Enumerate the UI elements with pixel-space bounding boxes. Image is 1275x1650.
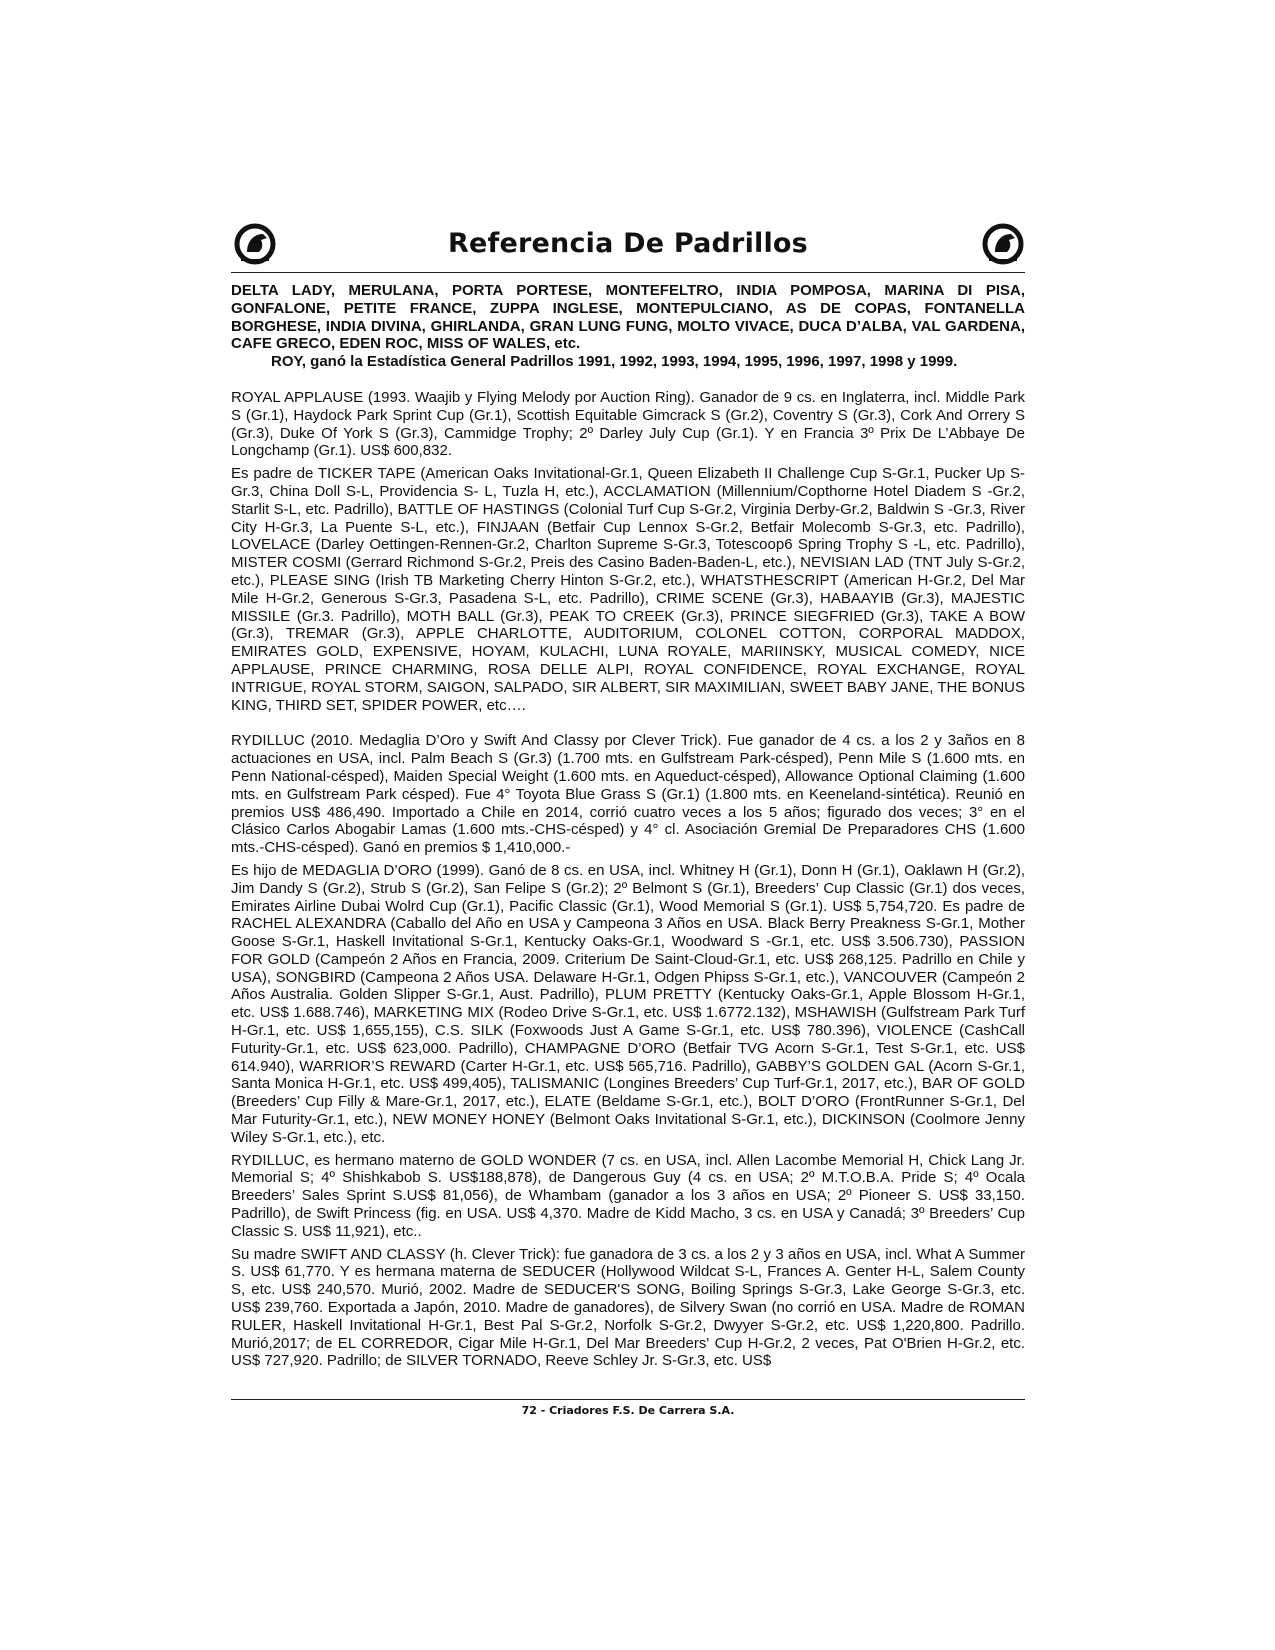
rydilluc-sire: Es hijo de MEDAGLIA D’ORO (1999). Ganó de 8 cs. en USA, incl. Whitney H (Gr.1), Donn H (Gr.1), Oaklawn H (Gr.2), Jim Dandy S (Gr.2), Strub S (Gr.2), San Felipe S (Gr.2); 2º Belmont S (Gr.1), Breeders’ Cup Classic (Gr.1) dos veces, Emirates Airline Dubai Wolrd Cup (Gr.1), Pacific Classic (Gr.1), Wood Memorial S (Gr.1). US$ 5,754,720. Es padre de RACHEL ALEXANDRA (Caballo del Año en USA y Campeona 3 Años en USA. Black Berry Preakness S-Gr.1, Mother Goose S-Gr.1, Haskell Invitational S-Gr.1, Kentucky Oaks-Gr.1, Woodward S -Gr.1, etc. US$ 3.506.730), PASSION FOR GOLD (Campeón 2 Años en Francia, 2009. Criterium De Saint-Cloud-Gr.1, etc. US$ 268,125. Padrillo en Chile y USA), SONGBIRD (Campeona 2 Años USA. Delaware H-Gr.1, Odgen Phipss S-Gr.1, etc.), VANCOUVER (Campeón 2 Años Australia. Golden Slipper S-Gr.1, Aust. Padrillo), PLUM PRETTY (Kentucky Oaks-Gr.1, Apple Blossom H-Gr.1, etc. US$ 1.688.746), MARKETING MIX (Rodeo Drive S-Gr.1, etc. US$ 1.6772.132), MSHAWISH (Gulfstream Park Turf H-Gr.1, etc. US$ 1,655,155), C.S. SILK (Foxwoods Just A Game S-Gr.1, etc. US$ 780.396), VIOLENCE (CashCall Futurity-Gr.1, etc. US$ 623,000. Padrillo), CHAMPAGNE D’ORO (Betfair TVG Acorn S-Gr.1, Test S-Gr.1, etc. US$ 614.940), WARRIOR’S REWARD (Carter H-Gr.1, etc. US$ 565,716. Padrillo), GABBY’S GOLDEN GAL (Acorn S-Gr.1, Santa Monica H-Gr.1, etc. US$ 499,405), TALISMANIC (Longines Breeders’ Cup Turf-Gr.1, 2017, etc.), BAR OF GOLD (Breeders’ Cup Filly & Mare-Gr.1, 2017, etc.), ELATE (Beldame S-Gr.1, etc.), BOLT D’ORO (FrontRunner S-Gr.1, Del Mar Futurity-Gr.1, etc.), NEW MONEY HONEY (Belmont Oaks Invitational S-Gr.1, etc.), DICKINSON (Coolmore Jenny Wiley S-Gr.1, etc.), etc. — [231, 861, 1025, 1146]
rydilluc-siblings: RYDILLUC, es hermano materno de GOLD WONDER (7 cs. en USA, incl. Allen Lacombe Memorial H, Chick Lang Jr. Memorial S; 4º Shishkabob S. US$188,878), de Dangerous Guy (4 cs. en USA; 2º M.T.O.B.A. Pride S; 4º Ocala Breeders’ Sales Sprint S.US$ 81,056), de Whambam (ganador a los 3 años en USA; 2º Pioneer S. US$ 33,150. Padrillo), de Swift Princess (fig. en USA. US$ 4,370. Madre de Kidd Macho, 3 cs. en USA y Canadá; 3º Breeders’ Cup Classic S. US$ 11,921), etc.. — [231, 1151, 1025, 1240]
footer-divider — [231, 1399, 1025, 1400]
horse-head-emblem-icon — [981, 222, 1025, 266]
intro-paragraph: DELTA LADY, MERULANA, PORTA PORTESE, MONTEFELTRO, INDIA POMPOSA, MARINA DI PISA, GONFALONE, PETITE FRANCE, ZUPPA INGLESE, MONTEPULCIANO, AS DE COPAS, FONTANELLA BORGHESE, INDIA DIVINA, GHIRLANDA, GRAN LUNG FUNG, MOLTO VIVACE, DUCA D’ALBA, VAL GARDENA, CAFE GRECO, EDEN ROC, MISS OF WALES, etc. — [231, 282, 1025, 353]
roy-statistics-line: ROY, ganó la Estadística General Padrillos 1991, 1992, 1993, 1994, 1995, 1996, 1997, 1998 y 1999. — [271, 353, 958, 371]
royal-applause-description: ROYAL APPLAUSE (1993. Waajib y Flying Melody por Auction Ring). Ganador de 9 cs. en Inglaterra, incl. Middle Park S (Gr.1), Haydock Park Sprint Cup (Gr.1), Scottish Equitable Gimcrack S (Gr.2), Coventry S (Gr.3), Cork And Orrery S (Gr.3), Duke Of York S (Gr.3), Cammidge Trophy; 2º Darley July Cup (Gr.1). Y en Francia 3º Prix De L’Abbaye De Longchamp (Gr.1). US$ 600,832. — [231, 388, 1025, 460]
page-header — [231, 222, 1025, 273]
page-footer: 72 - Criadores F.S. De Carrera S.A. — [521, 1404, 735, 1417]
royal-applause-offspring: Es padre de TICKER TAPE (American Oaks Invitational-Gr.1, Queen Elizabeth II Challenge Cup S-Gr.1, Pucker Up S-Gr.3, China Doll S-L, Providencia S- L, Tuzla H, etc.), ACCLAMATION (Millennium/Copthorne Hotel Diadem S -Gr.2, Starlit S-L, etc. Padrillo), BATTLE OF HASTINGS (Colonial Turf Cup S-Gr.2, Virginia Derby-Gr.2, Baldwin S -Gr.3, River City H-Gr.3, La Puente S-L, etc.), FINJAAN (Betfair Cup Lennox S-Gr.2, Betfair Molecomb S-Gr.3, etc. Padrillo), LOVELACE (Darley Oettingen-Rennen-Gr.2, Charlton Supreme S-Gr.3, Totescoop6 Spring Trophy S -L, etc. Padrillo), MISTER COSMI (Gerrard Richmond S-Gr.2, Preis des Casino Baden-Baden-L, etc.), NEVISIAN LAD (TNT July S-Gr.2, etc.), PLEASE SING (Irish TB Marketing Cherry Hinton S-Gr.2, etc.), WHATSTHESCRIPT (American H-Gr.2, Del Mar Mile H-Gr.2, Generous S-Gr.3, Pasadena S-L, etc. Padrillo), CRIME SCENE (Gr.3), HABAAYIB (Gr.3), MAJESTIC MISSILE (Gr.3. Padrillo), MOTH BALL (Gr.3), PEAK TO CREEK (Gr.3), PRINCE SIEGFRIED (Gr.3), TAKE A BOW (Gr.3), TREMAR (Gr.3), APPLE CHARLOTTE, AUDITORIUM, COLONEL COTTON, CORPORAL MADDOX, EMIRATES GOLD, EXPENSIVE, HOYAM, KULACHI, LUNA ROYALE, MARIINSKY, MUSICAL COMEDY, NICE APPLAUSE, PRINCE CHARMING, ROSA DELLE ALPI, ROYAL CONFIDENCE, ROYAL EXCHANGE, ROYAL INTRIGUE, ROYAL STORM, SAIGON, SALPADO, SIR ALBERT, SIR MAXIMILIAN, SWEET BABY JANE, THE BONUS KING, THIRD SET, SPIDER POWER, etc…. — [231, 465, 1025, 714]
rydilluc-description: RYDILLUC (2010. Medaglia D’Oro y Swift And Classy por Clever Trick). Fue ganador de 4 cs. a los 2 y 3años en 8 actuaciones en USA, incl. Palm Beach S (Gr.3) (1.700 mts. en Gulfstream Park-césped), Penn Mile S (1.600 mts. en Penn National-césped), Maiden Special Weight (1.600 mts. en Aqueduct-césped), Allowance Optional Claiming (1.600 mts. en Gulfstream Park césped). Fue 4° Toyota Blue Grass S (Gr.1) (1.800 mts. en Keeneland-sintética). Reunió en premios US$ 486,490. Importado a Chile en 2014, corrió cuatro veces a los 5 años; figurado dos veces; 3° en el Clásico Carlos Abogabir Lamas (1.600 mts.-CHS-césped) y 4° cl. Asociación Gremial De Preparadores CHS (1.600 mts.-CHS-césped). Ganó en premios $ 1,410,000.- — [231, 732, 1025, 857]
rydilluc-dam: Su madre SWIFT AND CLASSY (h. Clever Trick): fue ganadora de 3 cs. a los 2 y 3 años en USA, incl. What A Summer S. US$ 61,770. Y es hermana materna de SEDUCER (Hollywood Wildcat S-L, Frances A. Genter H-L, Salem County S, etc. US$ 240,570. Murió, 2002. Madre de SEDUCER'S SONG, Boiling Springs S-Gr.3, Lake George S-Gr.3, etc. US$ 239,760. Exportada a Japón, 2010. Madre de ganadores), de Silvery Swan (no corrió en USA. Madre de ROMAN RULER, Haskell Invitational H-Gr.1, Best Pal S-Gr.2, Norfolk S-Gr.2, Dwyyer S-Gr.2, etc. US$ 1,220,800. Padrillo. Murió,2017; de EL CORREDOR, Cigar Mile H-Gr.1, Del Mar Breeders' Cup H-Gr.2, 2 veces, Pat O'Brien H-Gr.2, etc. US$ 727,920. Padrillo; de SILVER TORNADO, Reeve Schley Jr. S-Gr.3, etc. US$ — [231, 1245, 1025, 1370]
page-title: Referencia De Padrillos — [448, 228, 808, 259]
page-content — [231, 282, 1025, 1370]
